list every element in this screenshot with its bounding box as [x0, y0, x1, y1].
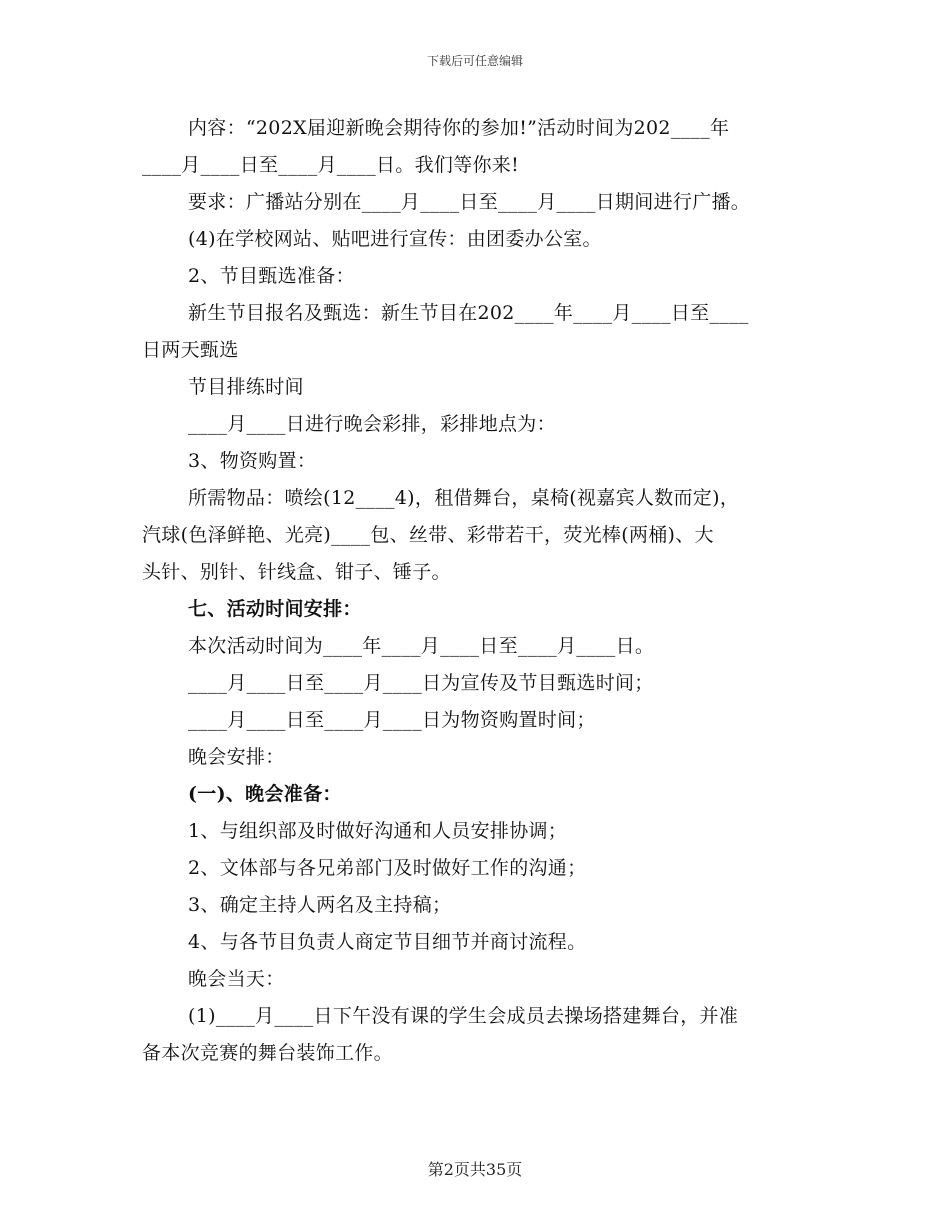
text-line: ____月____日至____月____日为宣传及节目甄选时间；: [188, 672, 654, 694]
text-line: 3、物资购置：: [188, 450, 317, 472]
text-line: 七、活动时间安排：: [188, 598, 362, 620]
text-line: 汽球(色泽鲜艳、光亮)____包、丝带、彩带若干，荧光棒(两桶)、大: [142, 524, 714, 546]
text-line: 备本次竞赛的舞台装饰工作。: [142, 1042, 393, 1064]
text-line: (一)、晚会准备：: [188, 783, 342, 805]
document-body: [142, 110, 814, 1072]
text-line: 日两天甄选: [142, 339, 239, 361]
text-line: 内容：“202X届迎新晚会期待你的参加!”活动时间为202____年: [188, 117, 730, 139]
text-line: 新生节目报名及甄选：新生节目在202____年____月____日至____: [188, 302, 749, 324]
text-line: (1)____月____日下午没有课的学生会成员去操场搭建舞台，并准: [188, 1005, 739, 1027]
text-line: (4)在学校网站、贴吧进行宣传：由团委办公室。: [188, 228, 602, 250]
page-header: 下载后可任意编辑: [426, 54, 523, 68]
text-line: ____月____日至____月____日为物资购置时间；: [188, 709, 596, 731]
text-line: ____月____日至____月____日。我们等你来!: [142, 154, 520, 176]
text-line: 头针、别针、针线盒、钳子、锤子。: [142, 561, 451, 583]
text-line: 2、文体部与各兄弟部门及时做好工作的沟通；: [188, 857, 587, 879]
text-line: ____月____日进行晚会彩排，彩排地点为：: [188, 413, 556, 435]
text-line: 2、节目甄选准备：: [188, 265, 355, 287]
text-line: 所需物品：喷绘(12____4)，租借舞台，桌椅(视嘉宾人数而定)，: [188, 487, 740, 509]
text-line: 晚会当天：: [188, 968, 285, 990]
text-line: 要求：广播站分别在____月____日至____月____日期间进行广播。: [188, 191, 751, 213]
text-line: 3、确定主持人两名及主持稿；: [188, 894, 452, 916]
text-line: 节目排练时间: [188, 376, 304, 398]
text-line: 1、与组织部及时做好沟通和人员安排协调；: [188, 820, 568, 842]
text-line: 晚会安排：: [188, 746, 285, 768]
page-footer: 第2页共35页: [427, 1160, 523, 1179]
text-line: 4、与各节目负责人商定节目细节并商讨流程。: [188, 931, 587, 953]
text-line: 本次活动时间为____年____月____日至____月____日。: [188, 635, 655, 657]
